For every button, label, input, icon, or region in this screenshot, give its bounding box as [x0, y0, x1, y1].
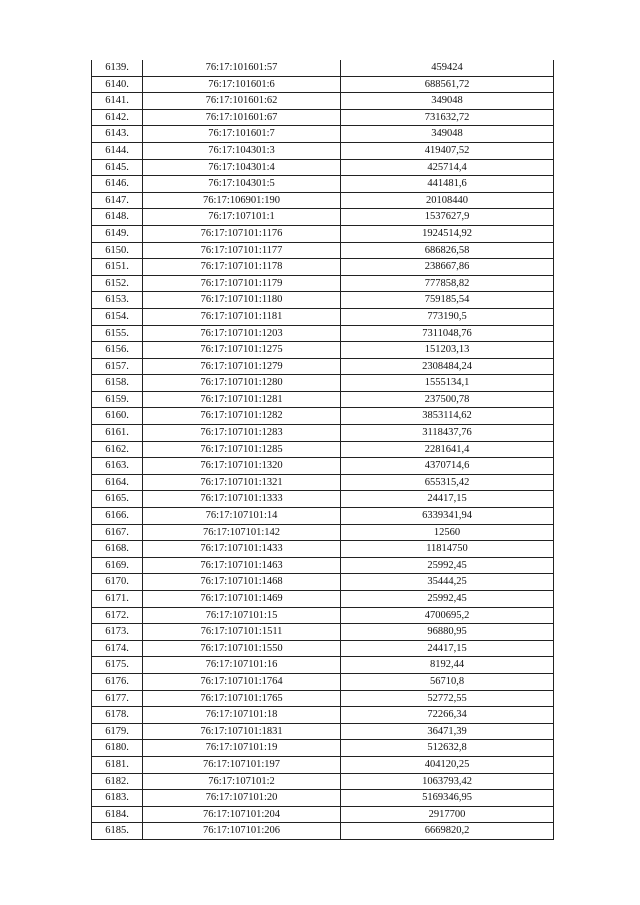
table-row	[92, 657, 554, 674]
cadastral-value-cell: 1063793,42	[341, 773, 554, 790]
table-row	[92, 690, 554, 707]
table-body	[92, 60, 554, 839]
cadastral-number-cell: 76:17:107101:20	[143, 790, 341, 807]
cadastral-number-cell: 76:17:107101:1320	[143, 458, 341, 475]
table-row	[92, 192, 554, 209]
cadastral-value-cell: 512632,8	[341, 740, 554, 757]
table-row	[92, 723, 554, 740]
cadastral-value-cell: 12560	[341, 524, 554, 541]
cadastral-number-cell: 76:17:101601:6	[143, 76, 341, 93]
table-row	[92, 458, 554, 475]
row-number-cell: 6175.	[92, 657, 143, 674]
cadastral-value-cell: 441481,6	[341, 176, 554, 193]
row-number-cell: 6146.	[92, 176, 143, 193]
table-row	[92, 159, 554, 176]
table-row	[92, 673, 554, 690]
cadastral-number-cell: 76:17:107101:1283	[143, 425, 341, 442]
row-number-cell: 6170.	[92, 574, 143, 591]
cadastral-value-cell: 5169346,95	[341, 790, 554, 807]
cadastral-value-cell: 655315,42	[341, 474, 554, 491]
cadastral-number-cell: 76:17:107101:1180	[143, 292, 341, 309]
cadastral-number-cell: 76:17:107101:142	[143, 524, 341, 541]
cadastral-number-cell: 76:17:107101:1279	[143, 358, 341, 375]
cadastral-number-cell: 76:17:107101:14	[143, 508, 341, 525]
table-row	[92, 76, 554, 93]
row-number-cell: 6149.	[92, 225, 143, 242]
table-row	[92, 93, 554, 110]
table-row	[92, 176, 554, 193]
cadastral-number-cell: 76:17:107101:1285	[143, 441, 341, 458]
row-number-cell: 6147.	[92, 192, 143, 209]
cadastral-value-cell: 151203,13	[341, 342, 554, 359]
cadastral-number-cell: 76:17:107101:1468	[143, 574, 341, 591]
cadastral-value-cell: 4700695,2	[341, 607, 554, 624]
row-number-cell: 6182.	[92, 773, 143, 790]
cadastral-value-cell: 6669820,2	[341, 823, 554, 840]
cadastral-number-cell: 76:17:107101:1550	[143, 640, 341, 657]
table-row	[92, 474, 554, 491]
cadastral-value-cell: 731632,72	[341, 109, 554, 126]
table-row	[92, 524, 554, 541]
cadastral-number-cell: 76:17:107101:1831	[143, 723, 341, 740]
row-number-cell: 6160.	[92, 408, 143, 425]
row-number-cell: 6164.	[92, 474, 143, 491]
row-number-cell: 6158.	[92, 375, 143, 392]
table-row	[92, 508, 554, 525]
table-row	[92, 425, 554, 442]
table-row	[92, 109, 554, 126]
cadastral-number-cell: 76:17:107101:16	[143, 657, 341, 674]
cadastral-value-cell: 2308484,24	[341, 358, 554, 375]
row-number-cell: 6139.	[92, 60, 143, 76]
cadastral-value-table	[91, 60, 554, 840]
table-row	[92, 391, 554, 408]
cadastral-value-cell: 1537627,9	[341, 209, 554, 226]
row-number-cell: 6159.	[92, 391, 143, 408]
cadastral-value-cell: 36471,39	[341, 723, 554, 740]
cadastral-number-cell: 76:17:107101:18	[143, 707, 341, 724]
cadastral-number-cell: 76:17:104301:3	[143, 142, 341, 159]
row-number-cell: 6180.	[92, 740, 143, 757]
table-row	[92, 640, 554, 657]
cadastral-value-cell: 1924514,92	[341, 225, 554, 242]
row-number-cell: 6144.	[92, 142, 143, 159]
cadastral-number-cell: 76:17:104301:4	[143, 159, 341, 176]
cadastral-number-cell: 76:17:107101:206	[143, 823, 341, 840]
cadastral-value-cell: 7311048,76	[341, 325, 554, 342]
table-row	[92, 491, 554, 508]
cadastral-value-cell: 777858,82	[341, 275, 554, 292]
cadastral-number-cell: 76:17:107101:15	[143, 607, 341, 624]
row-number-cell: 6185.	[92, 823, 143, 840]
cadastral-value-cell: 773190,5	[341, 308, 554, 325]
table-row	[92, 441, 554, 458]
cadastral-number-cell: 76:17:107101:1282	[143, 408, 341, 425]
row-number-cell: 6161.	[92, 425, 143, 442]
cadastral-value-cell: 459424	[341, 60, 554, 76]
table-row	[92, 342, 554, 359]
table-row	[92, 557, 554, 574]
row-number-cell: 6156.	[92, 342, 143, 359]
row-number-cell: 6174.	[92, 640, 143, 657]
cadastral-number-cell: 76:17:107101:1181	[143, 308, 341, 325]
row-number-cell: 6157.	[92, 358, 143, 375]
table-row	[92, 806, 554, 823]
cadastral-number-cell: 76:17:107101:1176	[143, 225, 341, 242]
cadastral-number-cell: 76:17:107101:1765	[143, 690, 341, 707]
cadastral-value-cell: 2281641,4	[341, 441, 554, 458]
table-row	[92, 242, 554, 259]
cadastral-value-cell: 24417,15	[341, 640, 554, 657]
row-number-cell: 6176.	[92, 673, 143, 690]
row-number-cell: 6177.	[92, 690, 143, 707]
table-row	[92, 607, 554, 624]
table-row	[92, 375, 554, 392]
cadastral-value-cell: 56710,8	[341, 673, 554, 690]
row-number-cell: 6167.	[92, 524, 143, 541]
row-number-cell: 6179.	[92, 723, 143, 740]
row-number-cell: 6145.	[92, 159, 143, 176]
row-number-cell: 6172.	[92, 607, 143, 624]
table-row	[92, 541, 554, 558]
cadastral-number-cell: 76:17:107101:1275	[143, 342, 341, 359]
cadastral-number-cell: 76:17:107101:19	[143, 740, 341, 757]
cadastral-value-cell: 24417,15	[341, 491, 554, 508]
row-number-cell: 6151.	[92, 259, 143, 276]
row-number-cell: 6154.	[92, 308, 143, 325]
cadastral-number-cell: 76:17:107101:1433	[143, 541, 341, 558]
cadastral-number-cell: 76:17:104301:5	[143, 176, 341, 193]
row-number-cell: 6169.	[92, 557, 143, 574]
cadastral-value-cell: 2917700	[341, 806, 554, 823]
table-row	[92, 308, 554, 325]
table-row	[92, 408, 554, 425]
cadastral-value-cell: 3118437,76	[341, 425, 554, 442]
cadastral-number-cell: 76:17:107101:1280	[143, 375, 341, 392]
table-row	[92, 358, 554, 375]
row-number-cell: 6152.	[92, 275, 143, 292]
cadastral-value-cell: 349048	[341, 93, 554, 110]
cadastral-value-cell: 3853114,62	[341, 408, 554, 425]
cadastral-value-cell: 237500,78	[341, 391, 554, 408]
cadastral-value-cell: 25992,45	[341, 591, 554, 608]
cadastral-number-cell: 76:17:107101:1	[143, 209, 341, 226]
cadastral-value-cell: 72266,34	[341, 707, 554, 724]
cadastral-value-cell: 688561,72	[341, 76, 554, 93]
table-row	[92, 740, 554, 757]
table-row	[92, 209, 554, 226]
cadastral-number-cell: 76:17:106901:190	[143, 192, 341, 209]
cadastral-value-cell: 759185,54	[341, 292, 554, 309]
cadastral-number-cell: 76:17:107101:1764	[143, 673, 341, 690]
cadastral-number-cell: 76:17:101601:67	[143, 109, 341, 126]
table-row	[92, 325, 554, 342]
cadastral-number-cell: 76:17:107101:1203	[143, 325, 341, 342]
row-number-cell: 6165.	[92, 491, 143, 508]
cadastral-number-cell: 76:17:107101:2	[143, 773, 341, 790]
cadastral-number-cell: 76:17:107101:1179	[143, 275, 341, 292]
cadastral-value-cell: 238667,86	[341, 259, 554, 276]
table-row	[92, 624, 554, 641]
table-row	[92, 591, 554, 608]
cadastral-value-cell: 419407,52	[341, 142, 554, 159]
row-number-cell: 6155.	[92, 325, 143, 342]
cadastral-number-cell: 76:17:107101:204	[143, 806, 341, 823]
table-row	[92, 259, 554, 276]
cadastral-value-cell: 20108440	[341, 192, 554, 209]
cadastral-number-cell: 76:17:107101:1281	[143, 391, 341, 408]
cadastral-number-cell: 76:17:107101:1321	[143, 474, 341, 491]
cadastral-number-cell: 76:17:107101:1178	[143, 259, 341, 276]
cadastral-value-cell: 1555134,1	[341, 375, 554, 392]
cadastral-value-cell: 96880,95	[341, 624, 554, 641]
row-number-cell: 6142.	[92, 109, 143, 126]
cadastral-value-cell: 8192,44	[341, 657, 554, 674]
row-number-cell: 6141.	[92, 93, 143, 110]
cadastral-value-cell: 4370714,6	[341, 458, 554, 475]
table-row	[92, 790, 554, 807]
cadastral-number-cell: 76:17:107101:1333	[143, 491, 341, 508]
cadastral-number-cell: 76:17:101601:62	[143, 93, 341, 110]
table-row	[92, 574, 554, 591]
cadastral-value-cell: 6339341,94	[341, 508, 554, 525]
row-number-cell: 6162.	[92, 441, 143, 458]
row-number-cell: 6168.	[92, 541, 143, 558]
cadastral-value-cell: 404120,25	[341, 756, 554, 773]
table-row	[92, 225, 554, 242]
cadastral-value-cell: 52772,55	[341, 690, 554, 707]
row-number-cell: 6163.	[92, 458, 143, 475]
row-number-cell: 6153.	[92, 292, 143, 309]
cadastral-value-cell: 349048	[341, 126, 554, 143]
table-row	[92, 823, 554, 840]
cadastral-number-cell: 76:17:107101:1463	[143, 557, 341, 574]
table-row	[92, 707, 554, 724]
row-number-cell: 6173.	[92, 624, 143, 641]
row-number-cell: 6183.	[92, 790, 143, 807]
cadastral-number-cell: 76:17:107101:1511	[143, 624, 341, 641]
cadastral-value-cell: 686826,58	[341, 242, 554, 259]
cadastral-number-cell: 76:17:107101:1177	[143, 242, 341, 259]
row-number-cell: 6171.	[92, 591, 143, 608]
row-number-cell: 6150.	[92, 242, 143, 259]
row-number-cell: 6143.	[92, 126, 143, 143]
table-row	[92, 275, 554, 292]
cadastral-value-cell: 35444,25	[341, 574, 554, 591]
cadastral-number-cell: 76:17:107101:1469	[143, 591, 341, 608]
table-row	[92, 60, 554, 76]
cadastral-number-cell: 76:17:107101:197	[143, 756, 341, 773]
row-number-cell: 6184.	[92, 806, 143, 823]
table-row	[92, 756, 554, 773]
cadastral-value-cell: 11814750	[341, 541, 554, 558]
row-number-cell: 6140.	[92, 76, 143, 93]
cadastral-number-cell: 76:17:101601:7	[143, 126, 341, 143]
row-number-cell: 6181.	[92, 756, 143, 773]
row-number-cell: 6148.	[92, 209, 143, 226]
cadastral-value-cell: 25992,45	[341, 557, 554, 574]
table-row	[92, 142, 554, 159]
table-row	[92, 292, 554, 309]
table-row	[92, 773, 554, 790]
cadastral-number-cell: 76:17:101601:57	[143, 60, 341, 76]
row-number-cell: 6178.	[92, 707, 143, 724]
table-row	[92, 126, 554, 143]
row-number-cell: 6166.	[92, 508, 143, 525]
cadastral-value-cell: 425714,4	[341, 159, 554, 176]
